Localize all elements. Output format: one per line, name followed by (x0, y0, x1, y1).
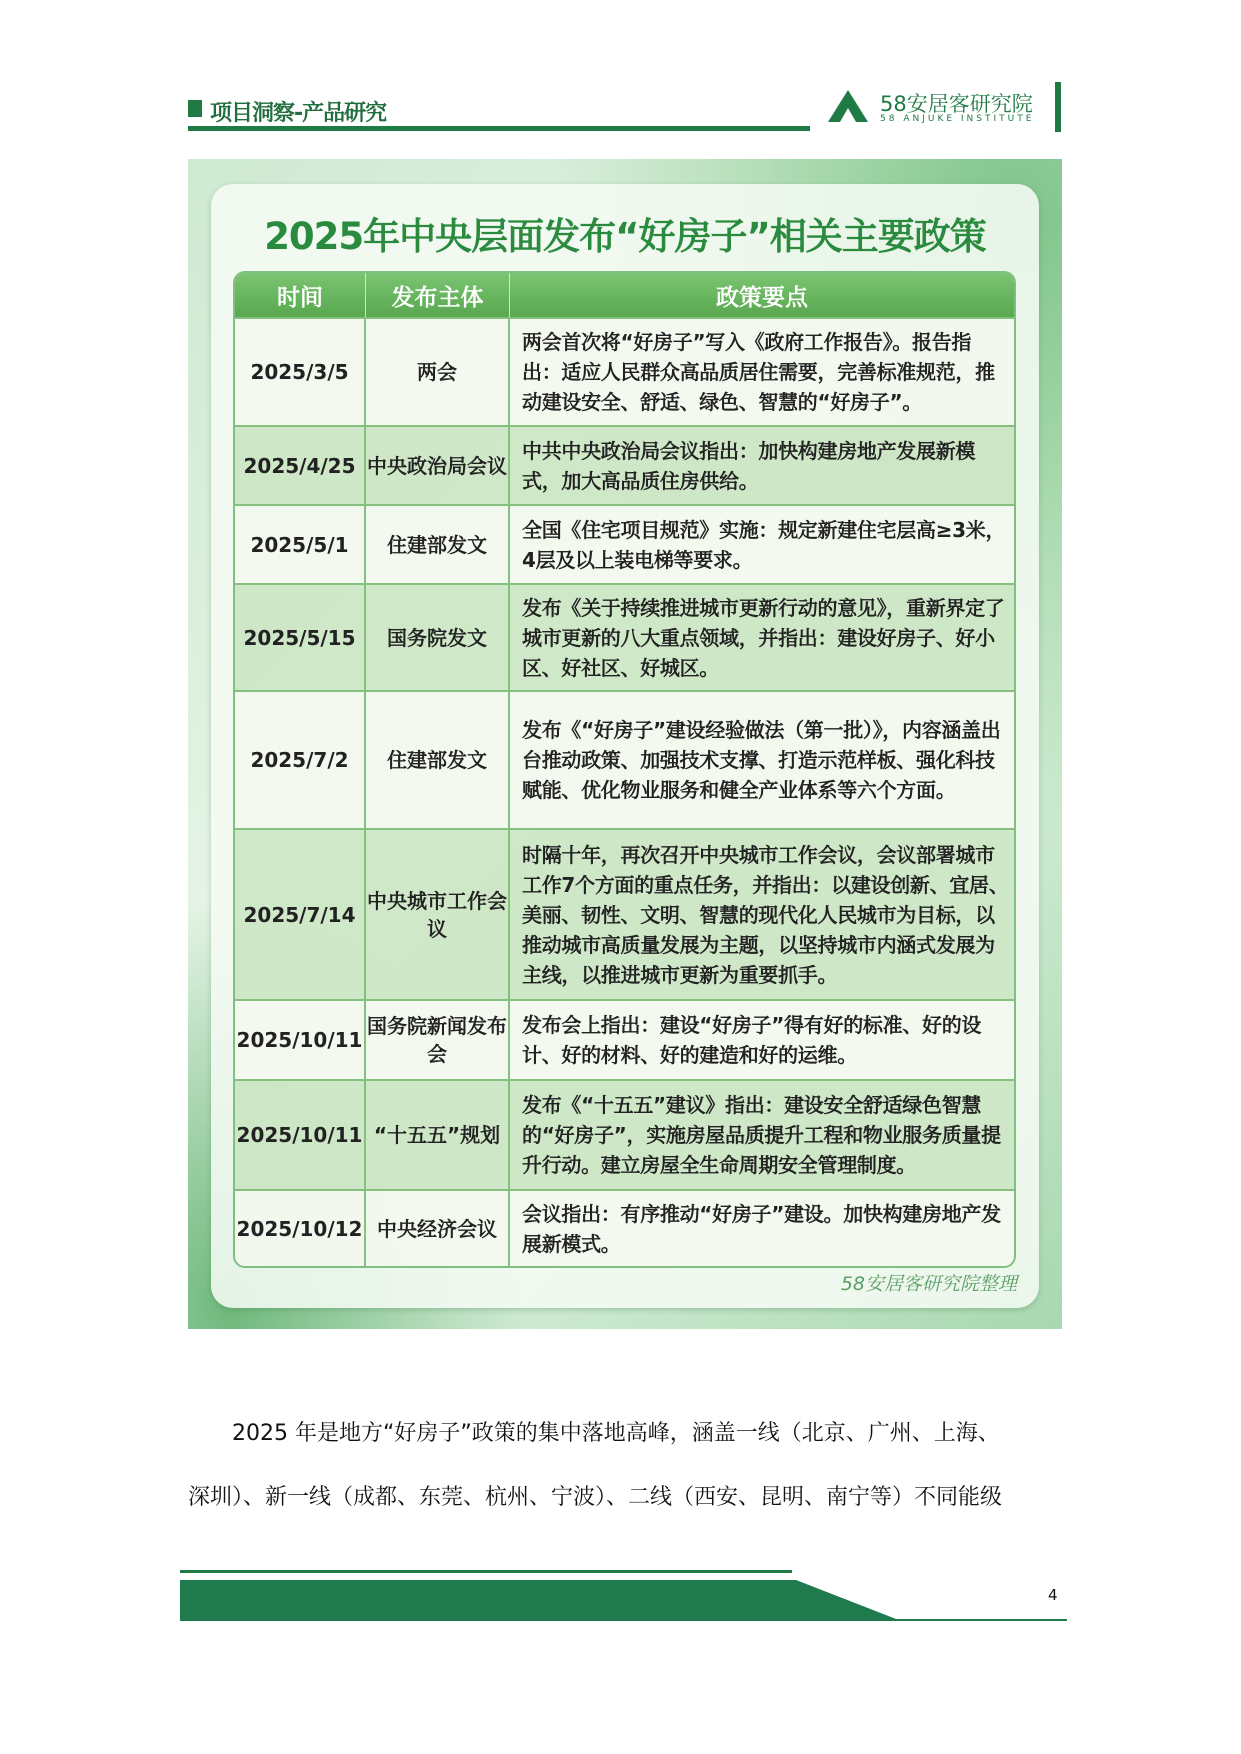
row-issuer: 中央经济会议 (366, 1189, 510, 1266)
anjuke-logo-icon (826, 88, 870, 124)
row-issuer: 国务院发文 (366, 583, 510, 690)
column-header-points: 政策要点 (510, 273, 1014, 317)
row-points: 发布会上指出：建设“好房子”得有好的标准、好的设计、好的材料、好的建造和好的运维。 (510, 999, 1014, 1079)
row-date: 2025/5/15 (235, 583, 366, 690)
row-issuer: 住建部发文 (366, 504, 510, 583)
row-points: 中共中央政治局会议指出：加快构建房地产发展新模式，加大高品质住房供给。 (510, 425, 1014, 504)
table-row (235, 828, 1014, 999)
row-issuer: 两会 (366, 317, 510, 425)
row-issuer: 中央政治局会议 (366, 425, 510, 504)
row-date: 2025/7/2 (235, 690, 366, 828)
footer-band (180, 1580, 1067, 1621)
table-row (235, 425, 1014, 504)
row-points: 发布《“十五五”建议》指出：建设安全舒适绿色智慧的“好房子”，实施房屋品质提升工程和物业服务质量提升行动。建立房屋全生命周期安全管理制度。 (510, 1079, 1014, 1189)
row-points: 会议指出：有序推动“好房子”建设。加快构建房地产发展新模式。 (510, 1189, 1014, 1266)
row-points: 时隔十年，再次召开中央城市工作会议，会议部署城市工作7个方面的重点任务，并指出：以建设创新、宜居、美丽、韧性、文明、智慧的现代化人民城市为目标，以推动城市高质量发展为主题，以坚持城市内涵式发展为主线，以推进城市更新为重要抓手。 (510, 828, 1014, 999)
row-issuer: 国务院新闻发布会 (366, 999, 510, 1079)
page-number: 4 (1048, 1586, 1058, 1604)
row-date: 2025/5/1 (235, 504, 366, 583)
column-header-issuer: 发布主体 (366, 273, 510, 317)
logo-english: 58 ANJUKE INSTITUTE (880, 114, 1035, 124)
row-issuer: “十五五”规划 (366, 1079, 510, 1189)
table-row (235, 1079, 1014, 1189)
row-date: 2025/4/25 (235, 425, 366, 504)
row-date: 2025/10/11 (235, 999, 366, 1079)
table-row (235, 504, 1014, 583)
table-row (235, 999, 1014, 1079)
row-date: 2025/10/12 (235, 1189, 366, 1266)
source-note: 58安居客研究院整理 (840, 1273, 1017, 1295)
section-marker (188, 100, 202, 117)
header-divider (188, 126, 810, 131)
table-row (235, 1189, 1014, 1266)
body-paragraph-line: 深圳）、新一线（成都、东莞、杭州、宁波）、二线（西安、昆明、南宁等）不同能级 (188, 1485, 1003, 1510)
infographic-card (211, 184, 1039, 1308)
logo-name: 58安居客研究院 (880, 92, 1033, 116)
footer-divider (180, 1570, 792, 1573)
table-row (235, 690, 1014, 828)
row-issuer: 中央城市工作会议 (366, 828, 510, 999)
row-points: 全国《住宅项目规范》实施：规定新建住宅层高≥3米，4层及以上装电梯等要求。 (510, 504, 1014, 583)
row-date: 2025/3/5 (235, 317, 366, 425)
table-row (235, 317, 1014, 425)
row-issuer: 住建部发文 (366, 690, 510, 828)
row-date: 2025/10/11 (235, 1079, 366, 1189)
row-points: 两会首次将“好房子”写入《政府工作报告》。报告指出：适应人民群众高品质居住需要，完善标准规范，推动建设安全、舒适、绿色、智慧的“好房子”。 (510, 317, 1014, 425)
body-paragraph-line: 2025 年是地方“好房子”政策的集中落地高峰，涵盖一线（北京、广州、上海、 (232, 1421, 1000, 1446)
policy-infographic (188, 159, 1062, 1329)
infographic-title: 2025年中央层面发布“好房子”相关主要政策 (264, 215, 986, 258)
row-points: 发布《关于持续推进城市更新行动的意见》，重新界定了城市更新的八大重点领域，并指出：建设好房子、好小区、好社区、好城区。 (510, 583, 1014, 690)
header-bar (1055, 82, 1061, 132)
column-header-date: 时间 (235, 273, 366, 317)
policy-table (233, 271, 1016, 1268)
table-row (235, 583, 1014, 690)
row-date: 2025/7/14 (235, 828, 366, 999)
section-title: 项目洞察-产品研究 (210, 101, 387, 126)
row-points: 发布《“好房子”建设经验做法（第一批）》，内容涵盖出台推动政策、加强技术支撑、打造示范样板、强化科技赋能、优化物业服务和健全产业体系等六个方面。 (510, 690, 1014, 828)
